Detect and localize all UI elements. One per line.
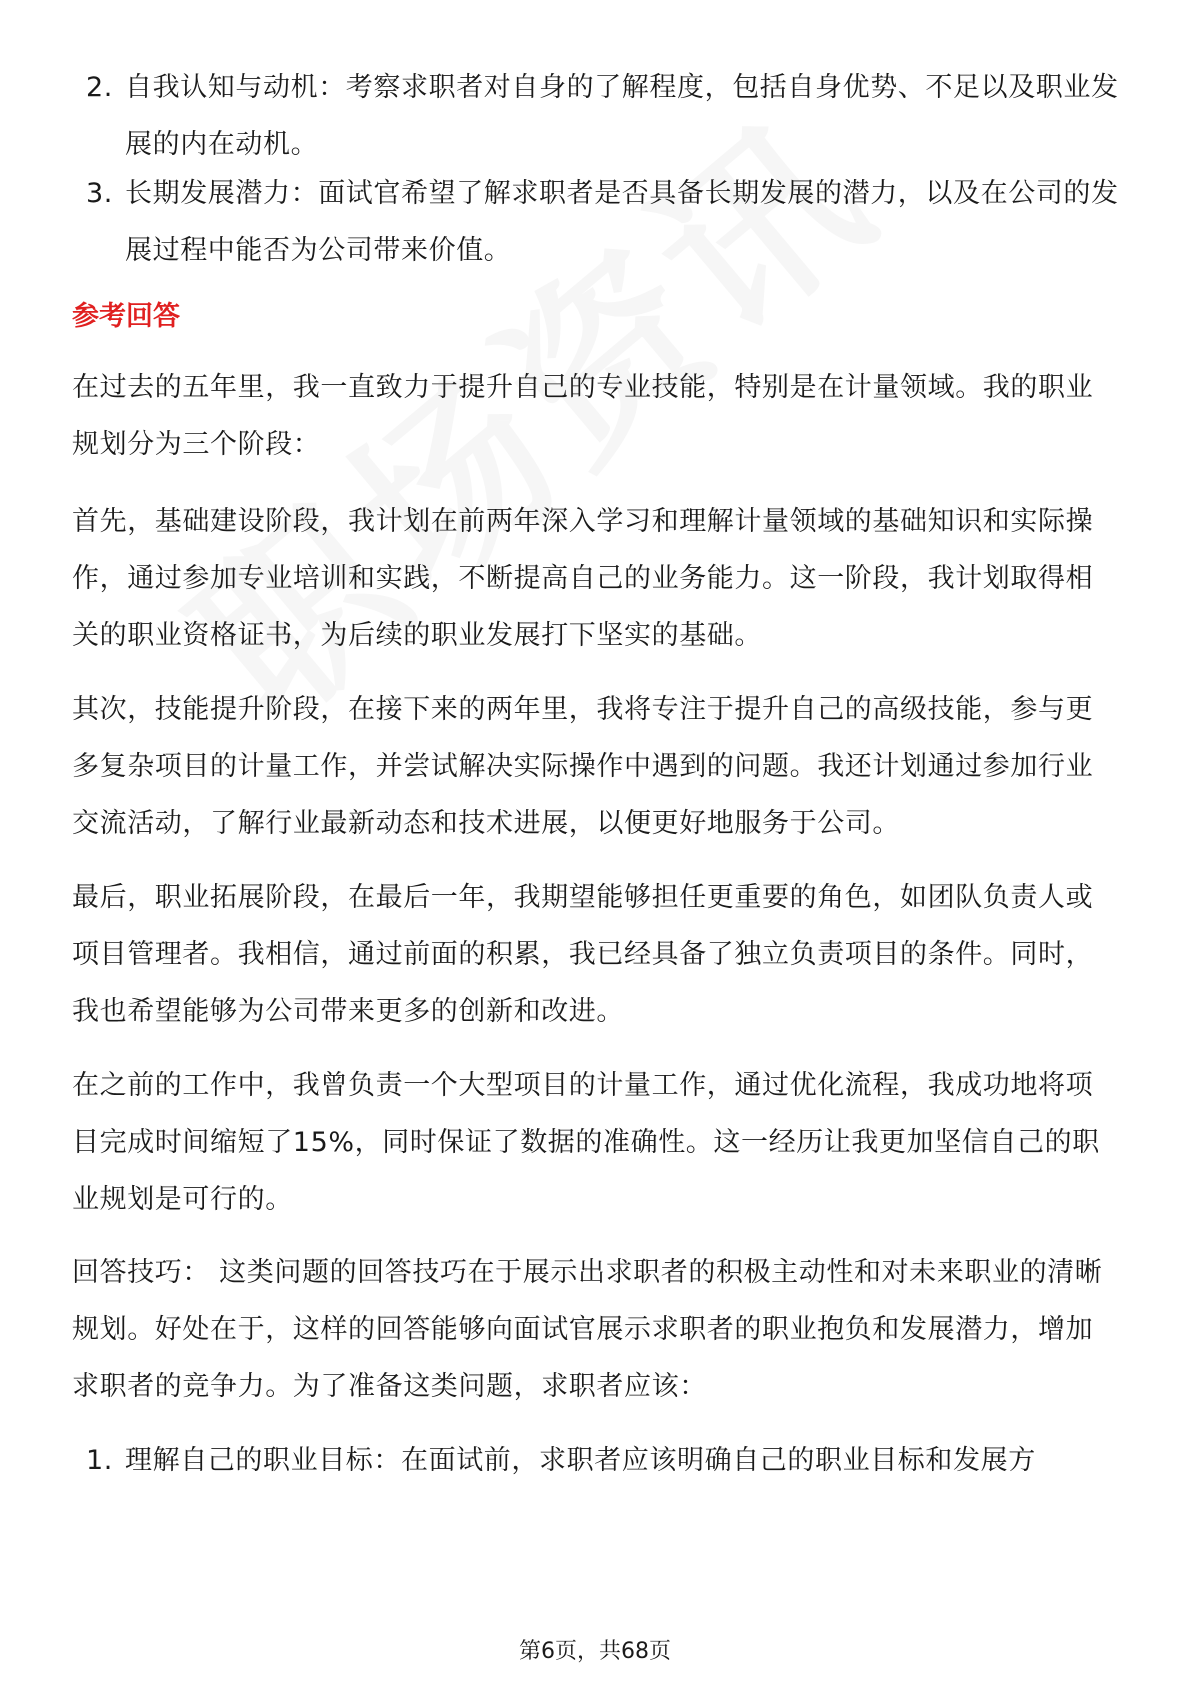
- paragraph: 最后，职业拓展阶段，在最后一年，我期望能够担任更重要的角色，如团队负责人或项目管理者。我相信，通过前面的积累，我已经具备了独立负责项目的条件。同时，我也希望能够为公司带来更多的创新和改进。: [72, 882, 1094, 1027]
- paragraph: 其次，技能提升阶段，在接下来的两年里，我将专注于提升自己的高级技能，参与更多复杂项目的计量工作，并尝试解决实际操作中遇到的问题。我还计划通过参加行业交流活动，了解行业最新动态和技术进展，以便更好地服务于公司。: [72, 694, 1094, 839]
- list-item-text: 长期发展潜力：面试官希望了解求职者是否具备长期发展的潜力，以及在公司的发展过程中能否为公司带来价值。: [125, 178, 1119, 266]
- tips-paragraph: 回答技巧： 这类问题的回答技巧在于展示出求职者的积极主动性和对未来职业的清晰规划。好处在于，这样的回答能够向面试官展示求职者的职业抱负和发展潜力，增加求职者的竞争力。为了准备这类问题，求职者应该：: [72, 1257, 1103, 1402]
- list-item-text: 理解自己的职业目标：在面试前，求职者应该明确自己的职业目标和发展方: [125, 1445, 1036, 1476]
- list-item: [72, 59, 1120, 173]
- list-number: 2.: [86, 72, 113, 103]
- paragraph: 首先，基础建设阶段，我计划在前两年深入学习和理解计量领域的基础知识和实际操作，通过参加专业培训和实践，不断提高自己的业务能力。这一阶段，我计划取得相关的职业资格证书，为后续的职业发展打下坚实的基础。: [72, 506, 1094, 651]
- list-number: 3.: [86, 178, 113, 209]
- section-heading: 参考回答: [72, 301, 180, 332]
- list-number: 1.: [86, 1445, 113, 1476]
- list-item: [72, 165, 1120, 279]
- paragraph: 在之前的工作中，我曾负责一个大型项目的计量工作，通过优化流程，我成功地将项目完成时间缩短了15%，同时保证了数据的准确性。这一经历让我更加坚信自己的职业规划是可行的。: [72, 1070, 1100, 1215]
- page-number: 第6页，共68页: [519, 1639, 671, 1664]
- list-item: [72, 1432, 1120, 1489]
- list-item-text: 自我认知与动机：考察求职者对自身的了解程度，包括自身优势、不足以及职业发展的内在动机。: [125, 72, 1119, 160]
- paragraph: 在过去的五年里，我一直致力于提升自己的专业技能，特别是在计量领域。我的职业规划分为三个阶段：: [72, 372, 1094, 460]
